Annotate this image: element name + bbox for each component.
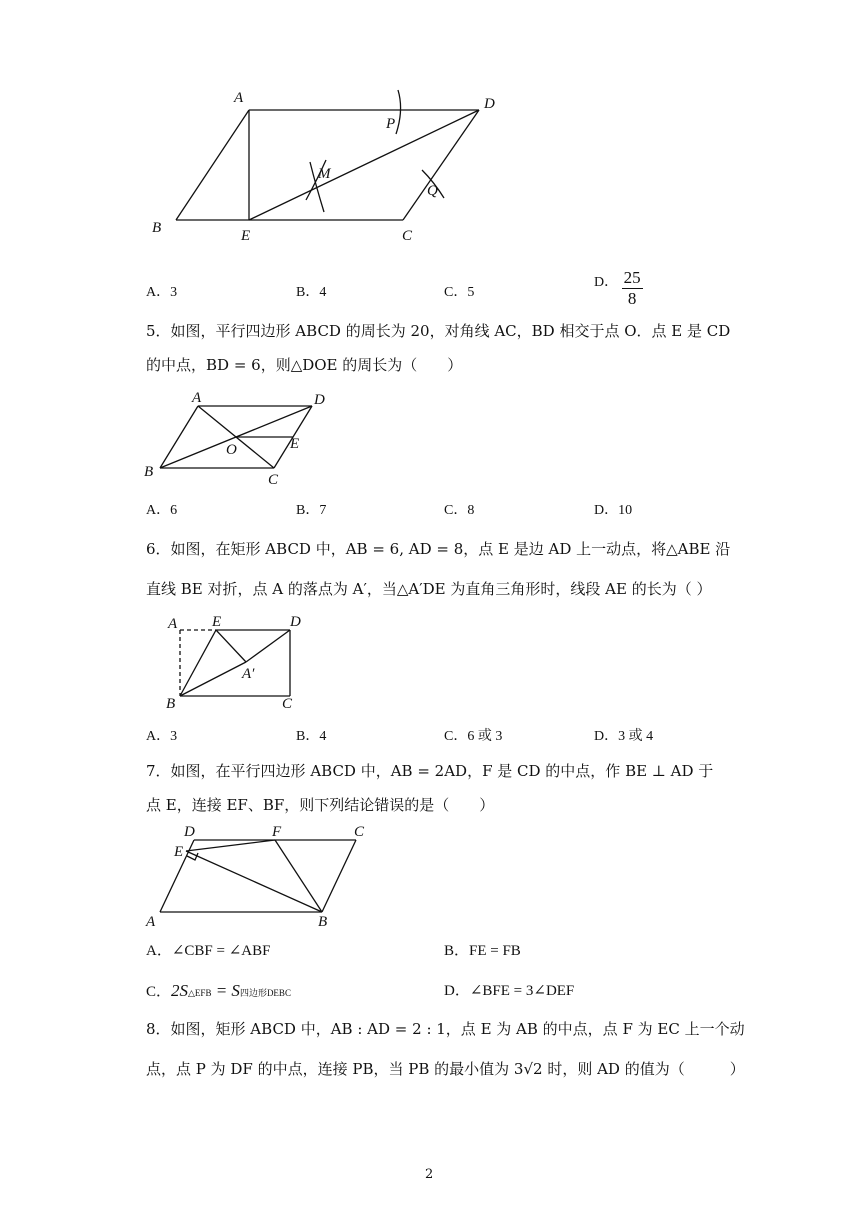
fig1-label-Q: Q [427,183,438,199]
fig6-label-A: A [168,616,178,632]
q7-option-c-prefix: C． [146,984,172,1000]
q7-option-c-sub2: 四边形DEBC [239,988,291,998]
fraction-denominator: 8 [627,289,637,308]
fig1-label-M: M [318,166,331,182]
q7-line2: 点 E，连接 EF、BF，则下列结论错误的是（ ） [146,796,495,814]
fig6-label-A-prime: A′ [242,666,255,682]
q4-option-d-fraction [622,268,643,309]
q7-option-b: B．FE = FB [444,943,521,959]
q7-option-c-eq: = S [211,981,240,1000]
fig1-label-E: E [241,228,251,244]
fig5-label-B: B [144,464,154,480]
fig6-label-B: B [166,696,176,708]
q6-option-a: A．3 [146,729,178,744]
q4-option-a: A．3 [146,285,178,300]
q8-line1: 8．如图，矩形 ABCD 中，AB : AD = 2 : 1，点 E 为 AB 的中点，点 F 为 EC 上一个动 [146,1020,745,1038]
q6-line1: 6．如图，在矩形 ABCD 中，AB = 6, AD = 8，点 E 是边 AD 上一动点，将△ABE 沿 [146,540,731,558]
fig7-label-A: A [146,914,156,928]
q5-option-d: D．10 [594,503,633,518]
q4-option-d [594,268,643,309]
figure-q4 [140,82,520,252]
q7-option-d: D．∠BFE = 3∠DEF [444,983,575,999]
q7-option-c-main: 2S [171,981,189,1000]
fig7-label-C: C [354,824,365,840]
fig1-label-B: B [152,220,162,236]
figure-q5 [140,388,340,488]
fig1-label-C: C [402,228,413,244]
fig5-label-E: E [290,436,300,452]
q6-option-b: B．4 [296,729,327,744]
fig1-label-P: P [386,116,396,132]
q8-line2: 点，点 P 为 DF 的中点，连接 PB，当 PB 的最小值为 3√2 时，则 AD 的值为（ ） [146,1060,745,1078]
q5-option-c: C．8 [444,503,475,518]
q5-option-b: B．7 [296,503,327,518]
fig5-label-D: D [314,392,325,408]
q4-option-b: B．4 [296,285,327,300]
fig7-label-B: B [318,914,328,928]
q6-option-c: C．6 或 3 [444,729,503,744]
q4-option-d-prefix: D． [594,274,619,290]
figure-q7 [140,818,380,928]
q6-option-d: D．3 或 4 [594,729,654,744]
fig7-label-F: F [272,824,282,840]
q7-option-a: A．∠CBF = ∠ABF [146,943,271,959]
fig6-label-D: D [290,614,301,630]
fig7-label-E: E [174,844,184,860]
figure-q6 [150,608,330,708]
q6-line2: 直线 BE 对折，点 A 的落点为 A′，当△A′DE 为直角三角形时，线段 AE 的长为（ ） [146,580,712,598]
fig6-label-C: C [282,696,293,708]
q5-line1: 5．如图，平行四边形 ABCD 的周长为 20，对角线 AC，BD 相交于点 O．点 E 是 CD [146,322,731,340]
page-number: 2 [425,1167,434,1182]
q4-option-c: C．5 [444,285,475,300]
fig5-label-A: A [192,390,202,406]
q5-option-a: A．6 [146,503,178,518]
q7-line1: 7．如图，在平行四边形 ABCD 中，AB = 2AD，F 是 CD 的中点，作 BE ⊥ AD 于 [146,762,714,780]
fig5-label-C: C [268,472,279,488]
fig5-label-O: O [226,442,237,458]
fig1-label-D: D [484,96,495,112]
q7-option-c-sub1: △EFB [188,988,212,998]
q7-option-c [146,980,291,1004]
fraction-numerator: 25 [623,268,641,287]
fig7-label-D: D [184,824,195,840]
fig1-label-A: A [234,90,244,106]
q5-line2: 的中点，BD = 6，则△DOE 的周长为（ ） [146,356,463,374]
fig6-label-E: E [212,614,222,630]
